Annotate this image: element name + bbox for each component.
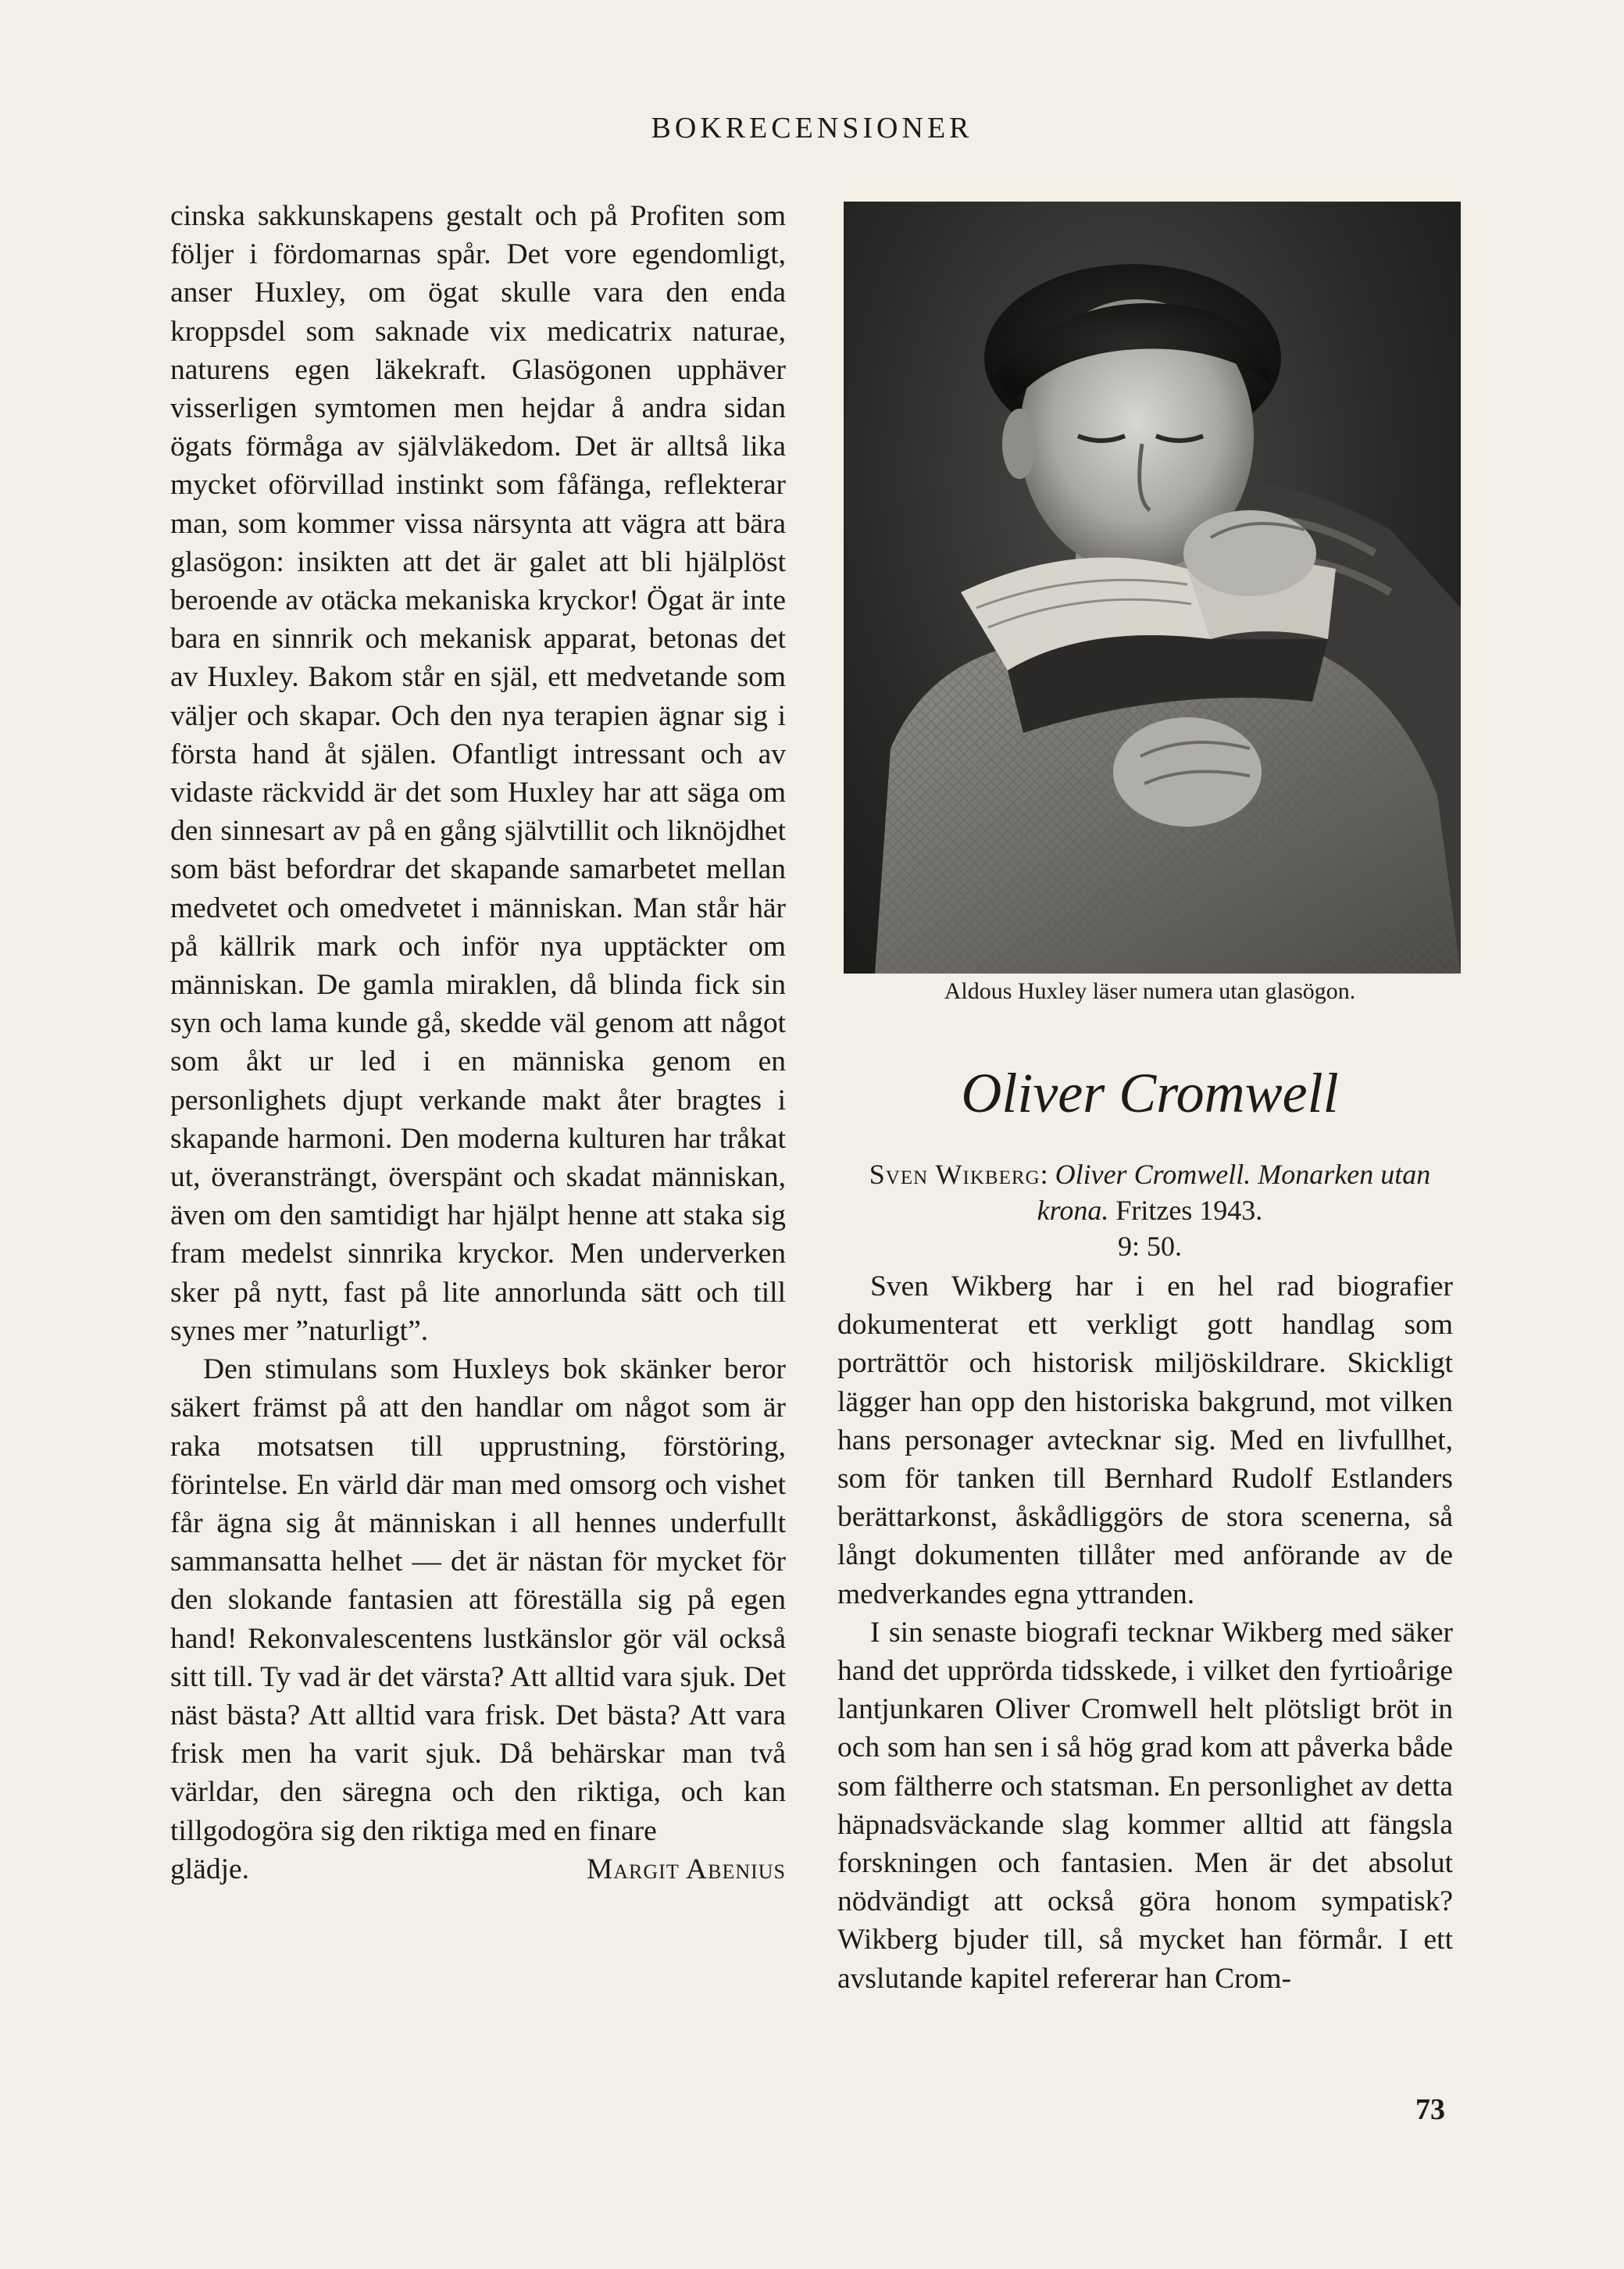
portrait-photo <box>844 202 1461 974</box>
signature-line <box>170 1850 786 1888</box>
right-paragraph: Sven Wikberg har i en hel rad biografier dokumenterat ett verkligt gott handlag som porträttör och historisk miljöskildrare. Skickligt lägger han opp den historiska bakgrund, mot vilken hans personager avtecknar sig. Med en livfullhet, som för tanken till Bernhard Rudolf Estlanders berättarkonst, åskådliggörs de stora scenerna, så långt dokumenten tillåter med anförande av de medverkandes egna yttranden. <box>837 1270 1453 1610</box>
publisher-year: Fritzes 1943. <box>1115 1195 1263 1226</box>
left-paragraph: Den stimulans som Huxleys bok skänker beror säkert främst på att den handlar om något som är raka motsatsen till upprustning, förstöring, förintelse. En värld där man med omsorg och vishet får ägna sig åt människan i all hennes underfullt sammansatta helhet — det är nästan för mycket för den slokande fantasien att föreställa sig på egen hand! Rekonvalescentens lustkänslor gör väl också sitt till. Ty vad är det värsta? Att alltid vara sjuk. Det näst bästa? Att alltid vara frisk. Det bästa? Att vara frisk men ha varit sjuk. Då behärskar man två världar, den säregna och den riktiga, och kan tillgodogöra sig den riktiga med en finare <box>170 1353 786 1847</box>
book-details: Sven Wikberg: Oliver Cromwell. Monarken utan krona. Fritzes 1943. 9: 50. <box>869 1159 1431 1262</box>
page-number: 73 <box>1415 2093 1445 2126</box>
left-paragraph: cinska sakkunskapens gestalt och på Profiten som följer i fördomarnas spår. Det vore egendomligt, anser Huxley, om ögat skulle vara den enda kroppsdel som saknade vix medicatrix naturae, naturens egen läkekraft. Glasögonen upphäver visserligen symtomen men hejdar å andra sidan ögats förmåga av självläkedom. Det är alltså lika mycket oförvillad instinkt som fåfänga, reflekterar man, som kommer vissa närsynta att vägra att bära glasögon: insikten att det är galet att bli hjälplöst beroende av otäcka mekaniska kryckor! Ögat är inte bara en sinnrik och mekanisk apparat, betonas det av Huxley. Bakom står en själ, ett medvetande som väljer och skapar. Och den nya terapien ägnar sig i första hand åt själen. Ofantligt intressant och av vidaste räckvidd är det som Huxley har att säga om den sinnesart av på en gång självtillit och liknöjdhet som bäst befordrar det skapande samarbetet mellan medvetet och omedvetet i människan. Man står här på källrik mark och inför nya upptäckter om människan. De gamla miraklen, då blinda fick sin syn och lama kunde gå, skedde väl genom att något som åkt ur led i en människa genom en personlighets djupt verkande makt åter bragtes i skapande harmoni. Den moderna kulturen har tråkat ut, överansträngt, överspänt och skadat människan, även om den samtidigt har hjälpt henne att staka sig fram medelst sinnrika kryckor. Men underverken sker på nytt, fast på lite annorlunda sätt och till synes mer ”naturligt”. <box>170 200 786 1347</box>
running-head: BOKRECENSIONER <box>651 112 973 145</box>
right-column <box>837 1267 1453 1998</box>
review-signature: Margit Abenius <box>586 1853 786 1885</box>
book-author: Sven Wikberg <box>869 1159 1040 1190</box>
photo-caption: Aldous Huxley läser numera utan glasögon. <box>944 978 1356 1004</box>
review-title: Oliver Cromwell <box>961 1062 1339 1124</box>
book-price: 9: 50. <box>1117 1231 1182 1262</box>
book-title: Oliver Cromwell. Monarken utan krona. <box>1037 1159 1431 1226</box>
closing-word: glädje. <box>170 1853 250 1885</box>
left-column <box>170 197 786 1888</box>
right-paragraph: I sin senaste biografi tecknar Wikberg med säker hand det upprörda tidsskede, i vilket den fyrtioårige lantjunkaren Oliver Cromwell helt plötsligt bröt in och som han sen i så hög grad kom att påverka både som fältherre och statsman. En personlighet av detta häpnadsväckande slag kommer alltid att fängsla forskningen och fantasien. Men är det absolut nödvändigt att också göra honom sympatisk? Wikberg bjuder till, så mycket han förmår. I ett avslutande kapitel refererar han Crom- <box>837 1616 1453 1995</box>
